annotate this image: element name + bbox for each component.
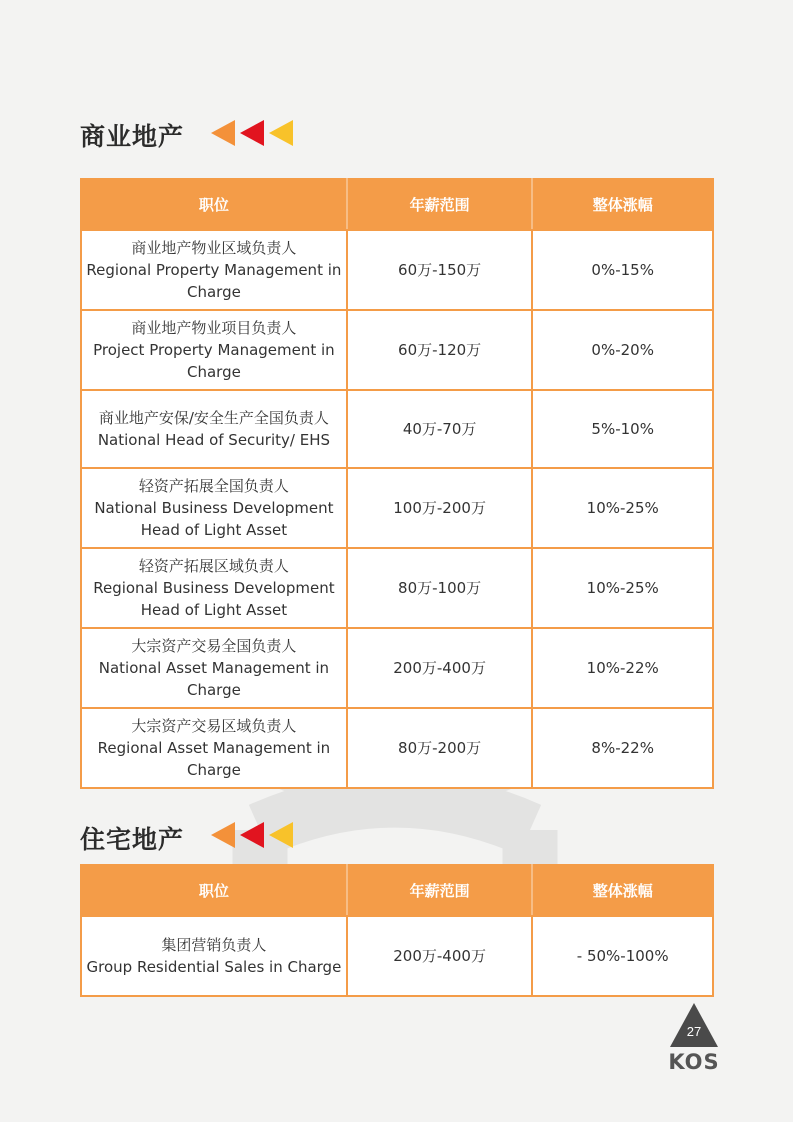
salary-cell: 100万-200万 xyxy=(347,468,533,548)
table-row xyxy=(81,548,713,628)
header-position: 职位 xyxy=(81,865,347,916)
salary-cell: 80万-100万 xyxy=(347,548,533,628)
position-cell xyxy=(81,628,347,708)
table-row xyxy=(81,390,713,468)
commercial-salary-table xyxy=(80,178,714,789)
growth-cell: 8%-22% xyxy=(532,708,713,788)
position-cell xyxy=(81,390,347,468)
table-row xyxy=(81,468,713,548)
position-cn: 商业地产安保/安全生产全国负责人 xyxy=(98,409,329,427)
salary-cell: 80万-200万 xyxy=(347,708,533,788)
salary-cell: 200万-400万 xyxy=(347,916,533,996)
position-cn: 轻资产拓展全国负责人 xyxy=(138,477,289,495)
position-en: Project Property Management in Charge xyxy=(93,341,335,381)
header-overall-growth: 整体涨幅 xyxy=(532,179,713,230)
table-header-row xyxy=(81,179,713,230)
position-cell xyxy=(81,310,347,390)
table-row xyxy=(81,708,713,788)
salary-cell: 60万-120万 xyxy=(347,310,533,390)
table-header-row xyxy=(81,865,713,916)
position-en: National Business Development Head of Light Asset xyxy=(94,499,334,539)
position-en: National Head of Security/ EHS xyxy=(97,431,330,449)
growth-cell: 10%-25% xyxy=(532,548,713,628)
position-en: Group Residential Sales in Charge xyxy=(86,958,342,976)
position-cell xyxy=(81,916,347,996)
position-cn: 大宗资产交易区域负责人 xyxy=(131,717,297,735)
brand-logo-text: KOS xyxy=(668,1050,720,1074)
growth-cell: 10%-25% xyxy=(532,468,713,548)
header-overall-growth: 整体涨幅 xyxy=(532,865,713,916)
position-cn: 商业地产物业区域负责人 xyxy=(131,239,297,257)
growth-cell: - 50%-100% xyxy=(532,916,713,996)
section-title-residential: 住宅地产 xyxy=(80,825,185,854)
section-title-commercial: 商业地产 xyxy=(80,122,185,151)
position-cn: 商业地产物业项目负责人 xyxy=(131,319,297,337)
table-row xyxy=(81,628,713,708)
growth-cell: 5%-10% xyxy=(532,390,713,468)
header-position: 职位 xyxy=(81,179,347,230)
salary-cell: 40万-70万 xyxy=(347,390,533,468)
page-number: 27 xyxy=(686,1024,702,1039)
position-en: Regional Business Development Head of Light Asset xyxy=(93,579,335,619)
growth-cell: 0%-20% xyxy=(532,310,713,390)
position-en: National Asset Management in Charge xyxy=(98,659,330,699)
position-en: Regional Property Management in Charge xyxy=(86,261,342,301)
position-cell xyxy=(81,230,347,310)
salary-cell: 200万-400万 xyxy=(347,628,533,708)
position-cn: 轻资产拓展区域负责人 xyxy=(138,557,289,575)
header-salary-range: 年薪范围 xyxy=(347,179,533,230)
growth-cell: 0%-15% xyxy=(532,230,713,310)
position-cell xyxy=(81,468,347,548)
triple-arrow-icon xyxy=(210,821,294,849)
position-cell xyxy=(81,708,347,788)
salary-cell: 60万-150万 xyxy=(347,230,533,310)
triple-arrow-icon xyxy=(210,119,294,147)
growth-cell: 10%-22% xyxy=(532,628,713,708)
position-cn: 集团营销负责人 xyxy=(161,936,267,954)
table-row xyxy=(81,230,713,310)
residential-salary-table xyxy=(80,864,714,997)
position-cell xyxy=(81,548,347,628)
header-salary-range: 年薪范围 xyxy=(347,865,533,916)
table-row xyxy=(81,310,713,390)
position-cn: 大宗资产交易全国负责人 xyxy=(131,637,297,655)
position-en: Regional Asset Management in Charge xyxy=(97,739,331,779)
table-row xyxy=(81,916,713,996)
